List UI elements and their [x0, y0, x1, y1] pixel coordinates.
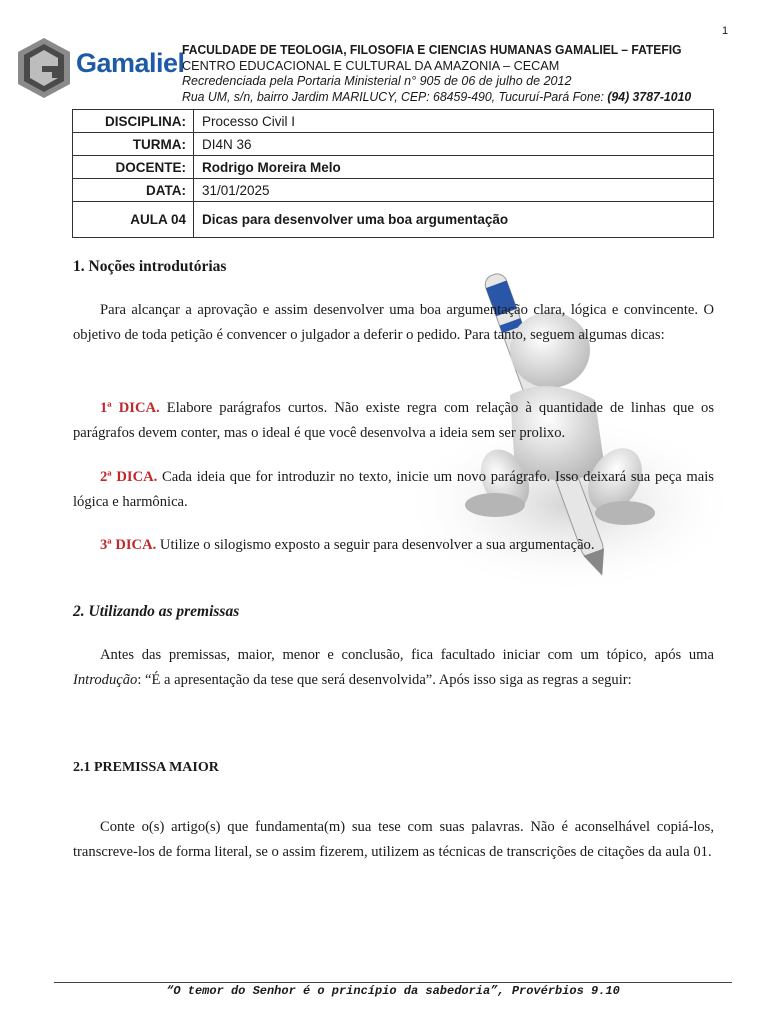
dica-1-label: 1ª DICA.	[100, 400, 160, 416]
table-row	[73, 202, 714, 238]
section-2-text-end: : “É a apresentação da tese que será desenvolvida”. Após isso siga as regras a seguir:	[137, 671, 632, 688]
dica-1-paragraph	[73, 396, 714, 445]
disciplina-label: DISCIPLINA:	[73, 110, 194, 133]
footer-divider	[54, 982, 732, 983]
logo-g-icon	[14, 36, 74, 100]
docente-value: Rodrigo Moreira Melo	[194, 156, 714, 179]
section-2-text-start: Antes das premissas, maior, menor e conclusão, fica facultado iniciar com um tópico, após uma	[100, 647, 714, 663]
section-2-1-title: 2.1 PREMISSA MAIOR	[73, 760, 219, 775]
data-value: 31/01/2025	[194, 179, 714, 202]
dica-3-paragraph	[73, 533, 714, 558]
class-info-table	[72, 109, 714, 238]
dica-2-paragraph	[73, 465, 714, 514]
table-row	[73, 179, 714, 202]
section-2-1-paragraph	[73, 815, 714, 864]
dica-1-body: Elabore parágrafos curtos. Não existe regra com relação à quantidade de linhas que os parágrafos devem conter, mas o ideal é que você desenvolva a ideia sem ser prolixo.	[73, 400, 714, 441]
table-row	[73, 110, 714, 133]
dica-1-text	[73, 396, 714, 445]
turma-value: DI4N 36	[194, 133, 714, 156]
disciplina-value: Processo Civil I	[194, 110, 714, 133]
section-2-paragraph	[73, 643, 714, 692]
page-number: 1	[722, 25, 729, 37]
footer-quote: “O temor do Senhor é o princípio da sabedoria”, Provérbios 9.10	[166, 984, 620, 998]
gamaliel-logo	[14, 36, 185, 100]
dica-3-text	[73, 533, 714, 558]
institution-center: CENTRO EDUCACIONAL E CULTURAL DA AMAZONIA – CECAM	[182, 57, 560, 73]
institution-accreditation: Recredenciada pela Portaria Ministerial n° 905 de 06 de julho de 2012	[182, 73, 572, 89]
section-1-title: 1. Noções introdutórias	[73, 258, 227, 275]
intro-paragraph: Para alcançar a aprovação e assim desenvolver uma boa argumentação clara, lógica e convincente. O objetivo de toda petição é convencer o julgador a deferir o pedido. Para tanto, seguem algumas dicas:	[73, 302, 714, 343]
table-row	[73, 156, 714, 179]
dica-2-label: 2ª DICA.	[100, 469, 158, 485]
logo-text: Gamaliel	[76, 48, 185, 78]
dica-3-label: 3ª DICA.	[100, 537, 157, 553]
institution-address	[182, 89, 703, 105]
turma-label: TURMA:	[73, 133, 194, 156]
section-1-intro	[73, 298, 714, 347]
section-2-1-text: Conte o(s) artigo(s) que fundamenta(m) sua tese com suas palavras. Não é aconselhável copiá-los, transcreve-los de forma literal, se o assim fizerem, utilizem as técnicas de transcrições de citações da aula 01.	[73, 819, 714, 860]
aula-label: AULA 04	[73, 202, 194, 238]
institution-header	[182, 42, 742, 104]
section-2-text-italic: Introdução	[73, 671, 138, 688]
address-text: Rua UM, s/n, bairro Jardim MARILUCY, CEP: 68459-490, Tucuruí-Pará Fone:	[182, 88, 608, 104]
data-label: DATA:	[73, 179, 194, 202]
institution-name: FACULDADE DE TEOLOGIA, FILOSOFIA E CIENCIAS HUMANAS GAMALIEL – FATEFIG	[182, 42, 682, 57]
section-2-text	[73, 643, 714, 692]
docente-label: DOCENTE:	[73, 156, 194, 179]
aula-value: Dicas para desenvolver uma boa argumentação	[194, 202, 714, 238]
dica-2-text	[73, 465, 714, 514]
section-2-title: 2. Utilizando as premissas	[73, 603, 240, 620]
table-row	[73, 133, 714, 156]
dica-2-body: Cada ideia que for introduzir no texto, inicie um novo parágrafo. Isso deixará sua peça mais lógica e harmônica.	[73, 469, 714, 510]
dica-3-body: Utilize o silogismo exposto a seguir para desenvolver a sua argumentação.	[156, 537, 595, 553]
phone-number: (94) 3787-1010	[607, 88, 692, 104]
